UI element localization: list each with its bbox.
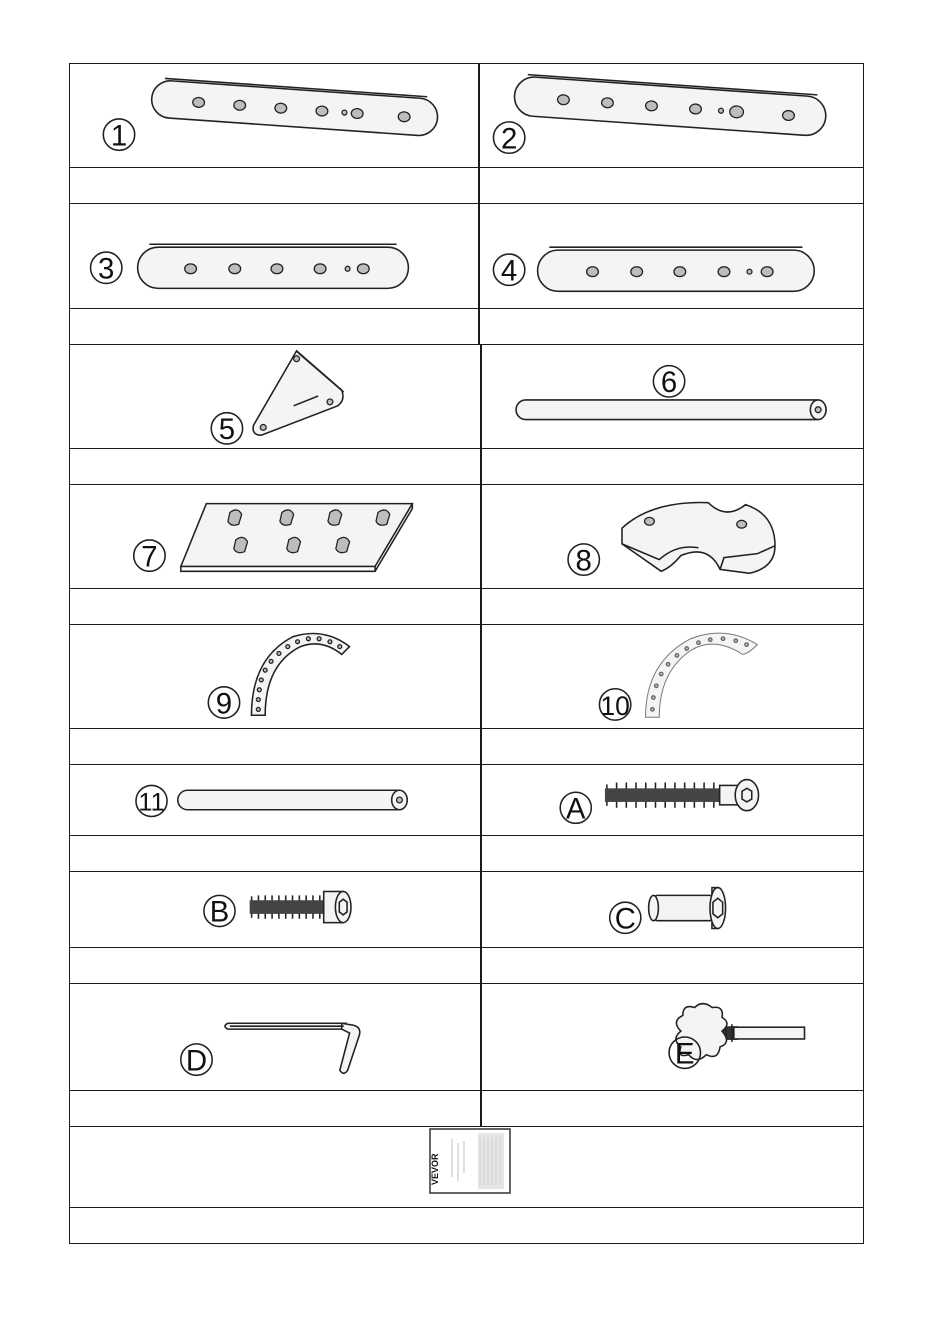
hex-key-D-illustration bbox=[70, 984, 480, 1090]
part-caption-10 bbox=[481, 728, 864, 765]
part-cell-A bbox=[481, 764, 864, 836]
barrel-nut-C-illustration bbox=[482, 872, 863, 947]
rail-bar-1-illustration bbox=[70, 64, 478, 167]
part-number-7: 7 bbox=[141, 540, 158, 574]
part-cell-2 bbox=[479, 63, 864, 168]
part-cell-4 bbox=[479, 203, 864, 309]
part-caption-C bbox=[481, 947, 864, 984]
screw-A-illustration bbox=[482, 765, 863, 835]
part-cell-10 bbox=[481, 624, 864, 729]
part-caption-7 bbox=[69, 588, 481, 625]
part-number-5: 5 bbox=[218, 413, 236, 447]
part-letter-E: E bbox=[674, 1037, 695, 1071]
rod-11-illustration bbox=[70, 765, 480, 835]
part-caption-3 bbox=[69, 308, 479, 345]
rail-bar-4-illustration bbox=[480, 204, 863, 308]
curved-bracket-8-illustration bbox=[482, 485, 863, 588]
part-cell-1 bbox=[69, 63, 479, 168]
part-caption-5 bbox=[69, 448, 481, 485]
part-number-10: 10 bbox=[600, 691, 630, 722]
part-caption-8 bbox=[481, 588, 864, 625]
part-cell-7 bbox=[69, 484, 481, 589]
part-letter-A: A bbox=[566, 793, 586, 826]
manual-caption bbox=[69, 1207, 864, 1244]
part-cell-C bbox=[481, 871, 864, 948]
bolt-B-illustration bbox=[70, 872, 480, 947]
part-cell-3 bbox=[69, 203, 479, 309]
arc-plate-10-illustration bbox=[482, 625, 863, 728]
part-number-8: 8 bbox=[575, 544, 592, 578]
part-number-6: 6 bbox=[660, 366, 678, 400]
part-cell-D bbox=[69, 983, 481, 1091]
part-letter-D: D bbox=[185, 1044, 208, 1078]
part-caption-11 bbox=[69, 835, 481, 872]
arc-plate-9-illustration bbox=[70, 625, 480, 728]
part-letter-C: C bbox=[614, 903, 636, 936]
rail-bar-3-illustration bbox=[70, 204, 478, 308]
part-cell-5 bbox=[69, 344, 481, 449]
parts-list-table bbox=[69, 63, 864, 1244]
part-caption-4 bbox=[479, 308, 864, 345]
part-cell-8 bbox=[481, 484, 864, 589]
part-cell-6 bbox=[481, 344, 864, 449]
part-caption-E bbox=[481, 1090, 864, 1127]
rod-6-illustration bbox=[482, 345, 863, 448]
part-number-4: 4 bbox=[500, 254, 518, 288]
triangle-plate-5-illustration bbox=[70, 345, 480, 448]
part-number-11: 11 bbox=[138, 788, 165, 817]
part-letter-B: B bbox=[209, 896, 230, 929]
part-number-1: 1 bbox=[110, 119, 128, 153]
part-cell-B bbox=[69, 871, 481, 948]
part-number-2: 2 bbox=[500, 122, 518, 156]
knob-bolt-E-illustration bbox=[482, 984, 863, 1090]
part-number-9: 9 bbox=[215, 687, 233, 721]
part-cell-11 bbox=[69, 764, 481, 836]
manual-booklet-illustration bbox=[428, 1127, 514, 1207]
part-caption-2 bbox=[479, 167, 864, 204]
part-caption-A bbox=[481, 835, 864, 872]
peg-board-7-illustration bbox=[70, 485, 480, 588]
rail-bar-2-illustration bbox=[480, 64, 863, 167]
manual-cell bbox=[69, 1126, 864, 1208]
part-caption-9 bbox=[69, 728, 481, 765]
part-caption-1 bbox=[69, 167, 479, 204]
part-number-3: 3 bbox=[98, 252, 115, 286]
manual-brand-logo: VEVOR bbox=[430, 1153, 440, 1185]
part-caption-D bbox=[69, 1090, 481, 1127]
part-cell-E bbox=[481, 983, 864, 1091]
part-caption-B bbox=[69, 947, 481, 984]
part-cell-9 bbox=[69, 624, 481, 729]
part-caption-6 bbox=[481, 448, 864, 485]
